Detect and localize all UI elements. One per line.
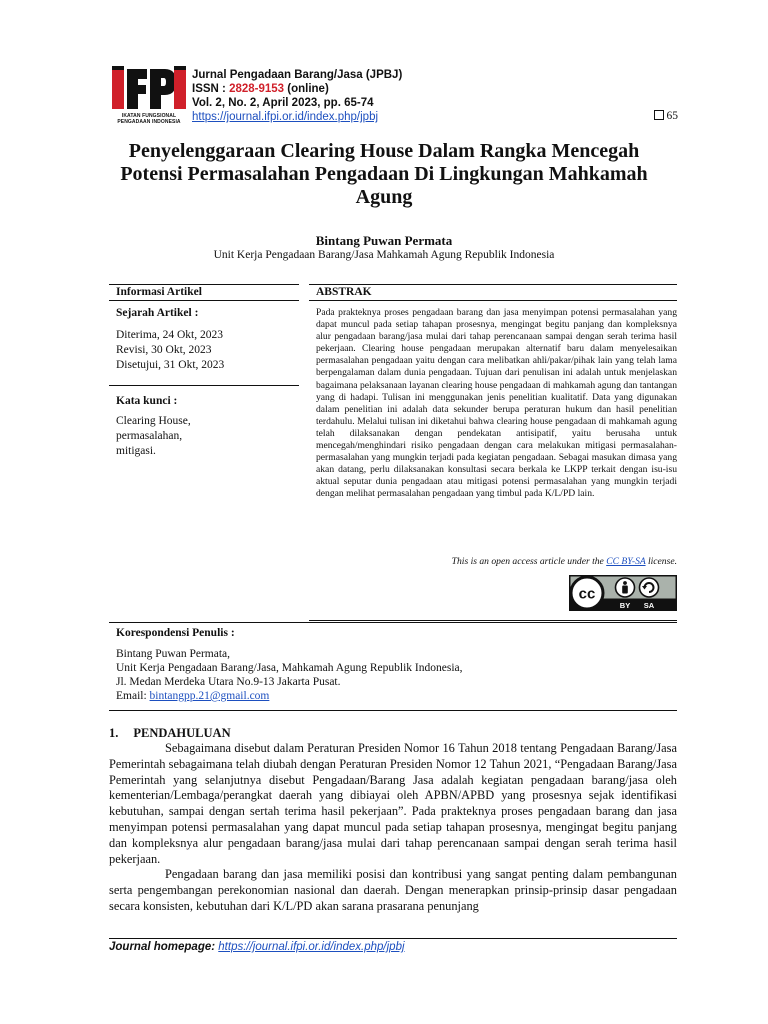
svg-text:cc: cc (578, 585, 596, 603)
section-heading: 1. PENDAHULUAN (109, 726, 231, 740)
footer-divider (109, 938, 677, 939)
license-statement: This is an open access article under the CC BY-SA license. (451, 556, 677, 567)
journal-volume: Vol. 2, No. 2, April 2023, pp. 65-74 (192, 97, 374, 109)
paragraph: Pengadaan barang dan jasa memiliki posisi dan kontribusi yang sangat penting dalam pembangunan serta pengembangan perekonomian nasional dan daerah. Dengan menerapkan prinsip-prinsip dasar pengadaan secara konsisten, kebutuhan dari K/L/PD akan sarana prasarana penunjang (109, 867, 677, 913)
keyword: mitigasi. (116, 445, 156, 457)
journal-issn: ISSN : 2828-9153 (online) (192, 83, 329, 95)
correspondence-heading: Korespondensi Penulis : (116, 627, 235, 639)
divider (109, 284, 299, 285)
cc-by-sa-link[interactable]: CC BY-SA (606, 556, 646, 567)
abstract-heading: ABSTRAK (316, 286, 372, 298)
body-text (109, 741, 677, 867)
cc-by-sa-badge[interactable] (569, 575, 677, 611)
body-text (109, 867, 677, 914)
divider (109, 710, 677, 711)
creative-commons-icon (569, 575, 677, 611)
divider (109, 622, 677, 623)
correspondence-details: Bintang Puwan Permata, Unit Kerja Pengadaan Barang/Jasa, Mahkamah Agung Republik Indonesia, Jl. Medan Merdeka Utara No.9-13 Jakarta Pusat. Email: bintangpp.21@gmail.com (116, 648, 463, 702)
author-affiliation: Unit Kerja Pengadaan Barang/Jasa Mahkamah Agung Republik Indonesia (213, 249, 555, 261)
keyword: Clearing House, (116, 415, 191, 427)
author-name: Bintang Puwan Permata (315, 233, 453, 248)
history-heading: Sejarah Artikel : (116, 307, 199, 319)
journal-info (192, 68, 402, 124)
keywords-heading: Kata kunci : (116, 395, 178, 407)
page-number: 65 (654, 110, 679, 122)
divider (309, 620, 677, 621)
article-info-heading: Informasi Artikel (116, 286, 202, 298)
journal-url-link[interactable]: https://journal.ifpi.or.id/index.php/jpbj (192, 111, 379, 123)
ifpi-logo-icon (112, 66, 186, 112)
article-history (116, 328, 224, 373)
history-accepted: Disetujui, 31 Okt, 2023 (116, 359, 225, 371)
page-box-icon (654, 110, 664, 120)
journal-logo (112, 66, 186, 128)
paragraph: Sebagaimana disebut dalam Peraturan Presiden Nomor 16 Tahun 2018 tentang Pengadaan Barang/Jasa Pemerintah sebagaimana telah diubah dengan Peraturan Presiden Nomor 12 Tahun 2021, “Pengadaan Barang/Jasa Pemerintah yang selanjutnya disebut Pengadaan/Barang Jasa adalah kegiatan pengadaan barang/jasa oleh kementerian/Lembaga/perangkat daerah yang dibiayai oleh APBN/APBD yang prosesnya sejak identifikasi kebutuhan, sampai dengan sertah terima hasil pekerjaan”. Pada prakteknya proses pengadaan barang dan jasa menyimpan potensi permasalahan yang dapat muncul pada setiap tahapan prosesnya, mengingat begitu panjang dan kompleksnya alur pengadaan barang/jasa mulai dari tahap perencanaan sampai dengan serah terima hasil pekerjaan. (109, 741, 677, 866)
svg-text:BY: BY (619, 601, 631, 610)
email-link[interactable]: bintangpp.21@gmail.com (149, 690, 270, 702)
journal-name: Jurnal Pengadaan Barang/Jasa (JPBJ) (192, 69, 403, 81)
logo-subtitle: IKATAN FUNGSIONAL PENGADAAN INDONESIA (117, 113, 181, 125)
divider (309, 284, 677, 285)
svg-text:SA: SA (643, 601, 655, 610)
history-received: Diterima, 24 Okt, 2023 (116, 329, 223, 341)
divider (309, 300, 677, 301)
keyword: permasalahan, (116, 430, 183, 442)
abstract-text: Pada prakteknya proses pengadaan barang dan jasa menyimpan potensi permasalahan yang dapat muncul pada setiap tahapan prosesnya, mengingat begitu panjang dan kompleksnya alur pengadaan barang/jasa mulai dari tahap perencanaan sampai dengan serah terima hasil pekerjaan. Clearing house pengadaan merupakan alternatif baru dalam menyelesaikan permasalahan pengadaan yaitu dengan cara melibatkan ahli/pakar/pihak lain yang telah lama berpengalaman dalam dunia pengadaan. Tujuan dari penulisan ini adalah untuk menjelaskan bagaimana pelaksanaan layanan clearing house pengadaan di mahkamah agung dan tantangan yang di hadapi. Tulisan ini menggunakan jenis penelitian kualitatif. Data yang digunakan dalam penelitian ini adalah data sekunder berupa peraturan hukum dan hasil penelitian terdahulu. Melalui tulisan ini diketahui bahwa clearing house pengadaan di mahkamah agung telah dilaksanakan dengan pendekatan antisipatif, yaitu berusaha untuk mencegah/menghindari risiko pengadaan dengan cara melakukan mitigasi permasalahan-permasalahan yang mungkin terjadi pada kegiatan pengadaan. Sebagai masukan dimasa yang akan datang, perlu dilaksanakan konsultasi secara berkala ke LKPP terkait dengan isu-isu aktual seputar dunia pengadaan atau mitigasi potensi permasalahan yang mungkin terjadi dengan melihat permasalahan pengadaan yang timbul pada K/L/PD lain. (316, 307, 677, 500)
divider (109, 300, 299, 301)
journal-homepage: Journal homepage: https://journal.ifpi.or.id/index.php/jpbj (109, 941, 405, 953)
history-revised: Revisi, 30 Okt, 2023 (116, 344, 212, 356)
journal-homepage-link[interactable]: https://journal.ifpi.or.id/index.php/jpbj (218, 941, 405, 953)
divider (109, 385, 299, 386)
article-title: Penyelenggaraan Clearing House Dalam Rangka Mencegah Potensi Permasalahan Pengadaan Di Lingkungan Mahkamah Agung (120, 140, 648, 208)
keywords-list (116, 414, 191, 459)
